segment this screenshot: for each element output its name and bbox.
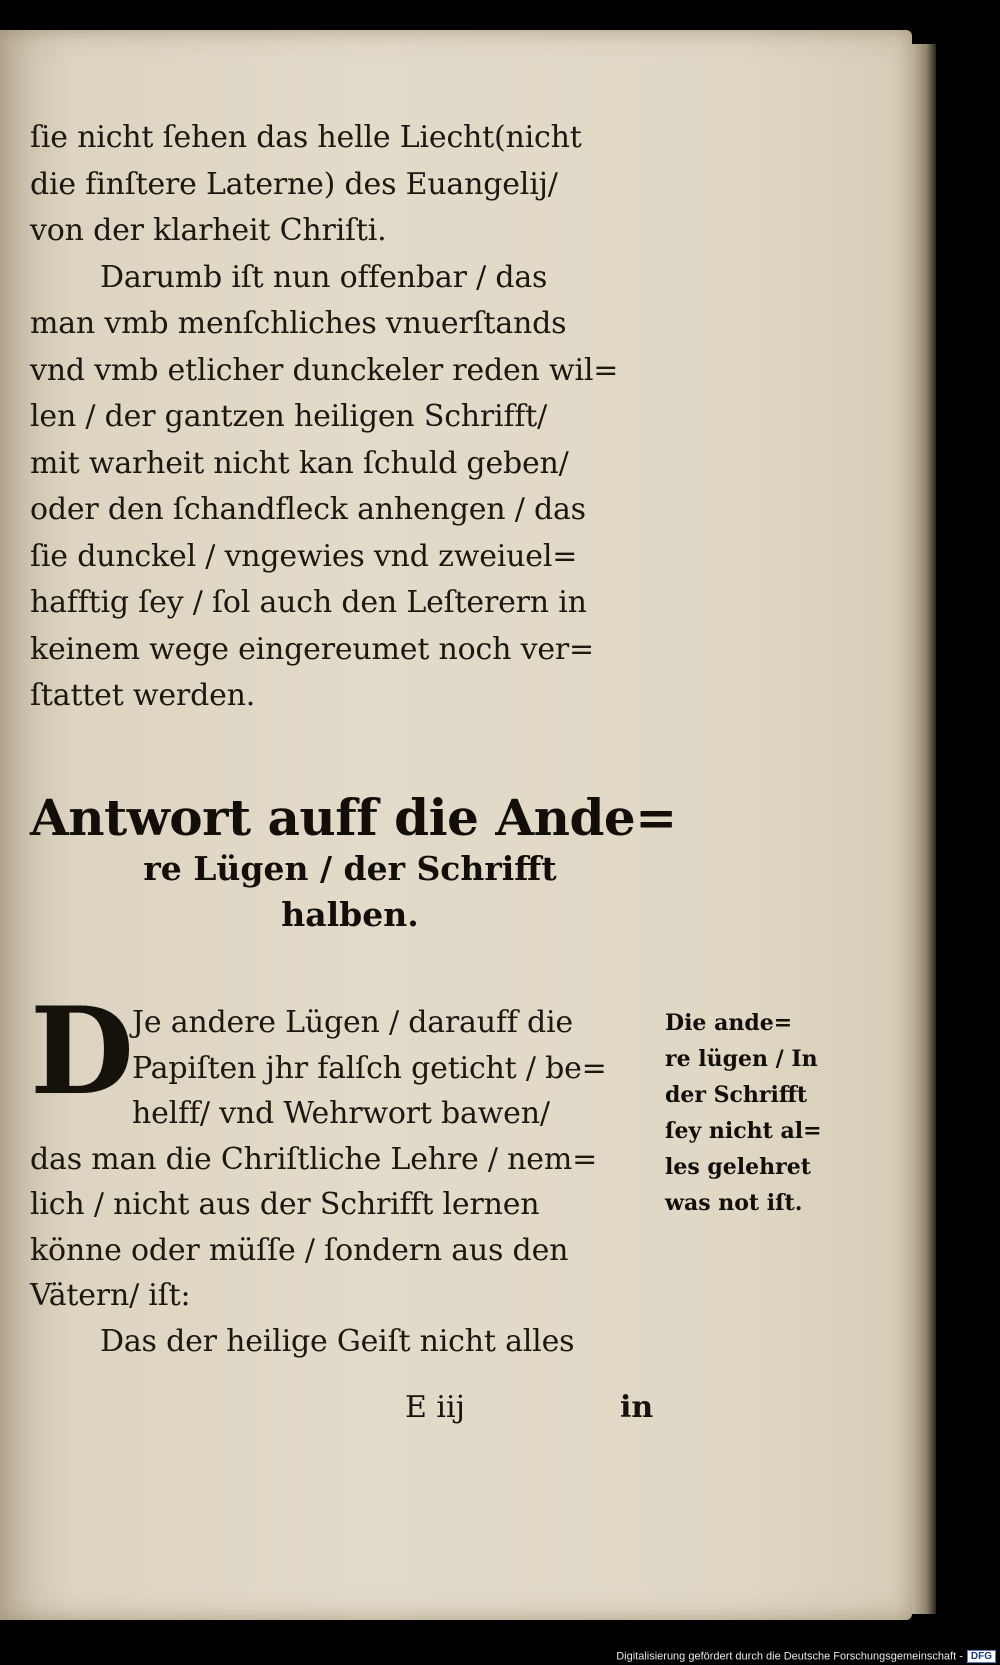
funding-footer xyxy=(616,1650,996,1663)
text-line: keinem wege eingereumet noch ver= xyxy=(30,631,594,667)
margin-note-line: ſey nicht al= xyxy=(665,1118,822,1144)
margin-note-line: les gelehret xyxy=(665,1154,811,1180)
decorated-initial: D xyxy=(30,981,135,1122)
text-line: von der klarheit Chriſti. xyxy=(30,213,387,248)
page-edge xyxy=(912,44,936,1614)
margin-note xyxy=(665,1005,855,1221)
text-line: hafftig ſey / ſol auch den Leſterern in xyxy=(30,585,587,620)
footer-text: Digitalisierung gefördert durch die Deutsche Forschungsgemeinschaft - xyxy=(616,1650,963,1663)
heading-line-3: halben. xyxy=(281,895,419,934)
text-line: len / der gantzen heiligen Schrifft/ xyxy=(30,399,548,434)
text-line: Darumb iſt nun offenbar / das xyxy=(100,259,548,295)
main-text-block xyxy=(30,115,670,720)
margin-note-line: was not iſt. xyxy=(665,1190,803,1216)
text-line: ſie dunckel / vngewies vnd zweiuel= xyxy=(30,538,578,574)
text-line: lich / nicht aus der Schrifft lernen xyxy=(30,1187,540,1222)
text-line: das man die Chriſtliche Lehre / nem= xyxy=(30,1141,598,1177)
text-line: die finſtere Laterne) des Euangelij/ xyxy=(30,166,558,202)
margin-note-line: re lügen / In xyxy=(665,1046,818,1072)
text-line: man vmb menſchliches vnuerſtands xyxy=(30,306,567,341)
catchword: in xyxy=(620,1390,654,1425)
dfg-logo: DFG xyxy=(967,1650,996,1663)
section-heading xyxy=(30,788,677,938)
text-line: ſie nicht ſehen das helle Liecht(nicht xyxy=(30,120,582,155)
margin-note-line: Die ande= xyxy=(665,1010,793,1036)
signature-mark: E iij xyxy=(405,1390,465,1425)
text-line: Je andere Lügen / darauff die xyxy=(132,1005,573,1040)
text-line: ſtattet werden. xyxy=(30,678,256,713)
section-body xyxy=(30,981,660,1364)
heading-line-2: re Lügen / der Schrifft xyxy=(143,849,557,888)
catchline xyxy=(30,1390,670,1440)
text-line: Vätern/ iſt: xyxy=(30,1278,191,1313)
text-line: vnd vmb etlicher dunckeler reden wil= xyxy=(30,352,619,388)
margin-note-line: der Schrifft xyxy=(665,1082,808,1108)
text-line: Papiſten jhr falſch geticht / be= xyxy=(132,1050,607,1086)
text-line: helff/ vnd Wehrwort bawen/ xyxy=(132,1096,550,1131)
text-line: Das der heilige Geiſt nicht alles xyxy=(100,1323,575,1359)
text-line: mit warheit nicht kan ſchuld geben/ xyxy=(30,445,569,481)
heading-line-1: Antwort auff die Ande= xyxy=(30,788,677,847)
text-line: oder den ſchandfleck anhengen / das xyxy=(30,492,586,527)
text-line: könne oder müſſe / ſondern aus den xyxy=(30,1232,569,1268)
